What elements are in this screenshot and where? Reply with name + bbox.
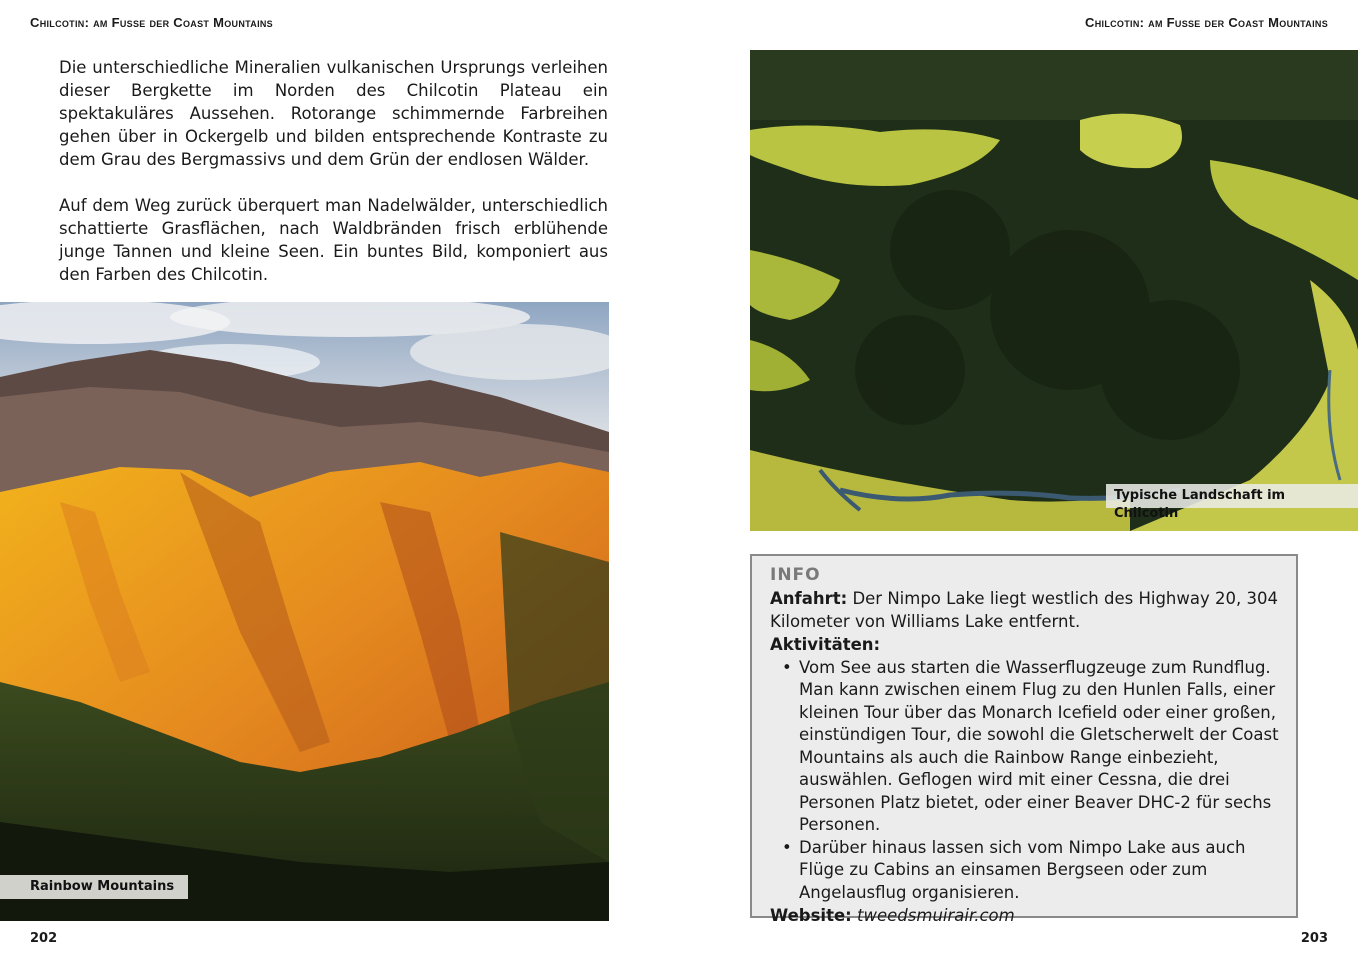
website-link[interactable]: tweedsmuirair.com <box>857 906 1015 925</box>
body-paragraph-2: Auf dem Weg zurück überquert man Nadelwälder, unterschiedlich schattierte Grasflächen, nach Waldbränden frisch erblühende junge Tannen und kleine Seen. Ein buntes Bild, komponiert aus den Farben des Chilcotin. <box>59 196 608 284</box>
photo-caption-rainbow-mountains: Rainbow Mountains <box>0 875 188 899</box>
chilcotin-landscape-photo <box>750 50 1358 531</box>
info-title: INFO <box>770 565 821 585</box>
page-number-left: 202 <box>30 931 58 946</box>
list-item: • Darüber hinaus lassen sich vom Nimpo Lake aus auch Flüge zu Cabins an einsamen Bergseen oder zum Angelausflug organisieren. <box>782 837 1246 902</box>
info-box <box>750 554 1298 925</box>
photo-caption-chilcotin: Typische Landschaft im Chilcotin <box>1106 484 1358 508</box>
anfahrt-text: Der Nimpo Lake liegt westlich des Highway 20, 304 Kilometer von Williams Lake entfernt. <box>770 589 1278 631</box>
body-paragraph-1: Die unterschiedliche Mineralien vulkanischen Ursprungs verleihen dieser Bergkette im Norden des Chilcotin Plateau ein spektakuläres Aussehen. Rotorange schimmernde Farbreihen gehen über in Ockergelb und bilden entsprechende Kontraste zu dem Grau des Bergmassivs und dem Grün der endlosen Wälder. <box>59 58 608 169</box>
aktivitaeten-heading <box>770 634 1280 657</box>
running-head-right: Chilcotin: am Fusse der Coast Mountains <box>1085 15 1328 30</box>
list-item: • Vom See aus starten die Wasserflugzeuge zum Rundflug. Man kann zwischen einem Flug zu den Hunlen Falls, einer kleinen Tour über das Monarch Icefield oder einer großen, einstündigen Tour, die sowohl die Gletscherwelt der Coast Mountains als auch die Rainbow Range einbezieht, auswählen. Geflogen wird mit einer Cessna, die drei Personen Platz bietet, oder einer Beaver DHC-2 für sechs Personen. <box>782 657 1279 834</box>
running-head-left: Chilcotin: am Fusse der Coast Mountains <box>30 15 273 30</box>
anfahrt-label: Anfahrt: <box>770 589 848 608</box>
anfahrt-line <box>770 588 1280 633</box>
website-label: Website: <box>770 906 852 925</box>
page-number-right: 203 <box>1300 931 1328 946</box>
aktivitaeten-label: Aktivitäten: <box>770 635 881 654</box>
rainbow-mountains-photo <box>0 302 609 921</box>
aktivitaet-text-2: Darüber hinaus lassen sich vom Nimpo Lake aus auch Flüge zu Cabins an einsamen Bergseen oder zum Angelausflug organisieren. <box>799 837 1246 902</box>
aktivitaet-text-1: Vom See aus starten die Wasserflugzeuge zum Rundflug. Man kann zwischen einem Flug zu den Hunlen Falls, einer kleinen Tour über das Monarch Icefield oder einer großen, einstündigen Tour, die sowohl die Gletscherwelt der Coast Mountains als auch die Rainbow Range einbezieht, auswählen. Geflogen wird mit einer Cessna, die drei Personen Platz bietet, oder einer Beaver DHC-2 für sechs Personen. <box>799 657 1279 834</box>
aktivitaeten-list <box>770 657 1280 905</box>
website-line <box>770 905 1280 928</box>
